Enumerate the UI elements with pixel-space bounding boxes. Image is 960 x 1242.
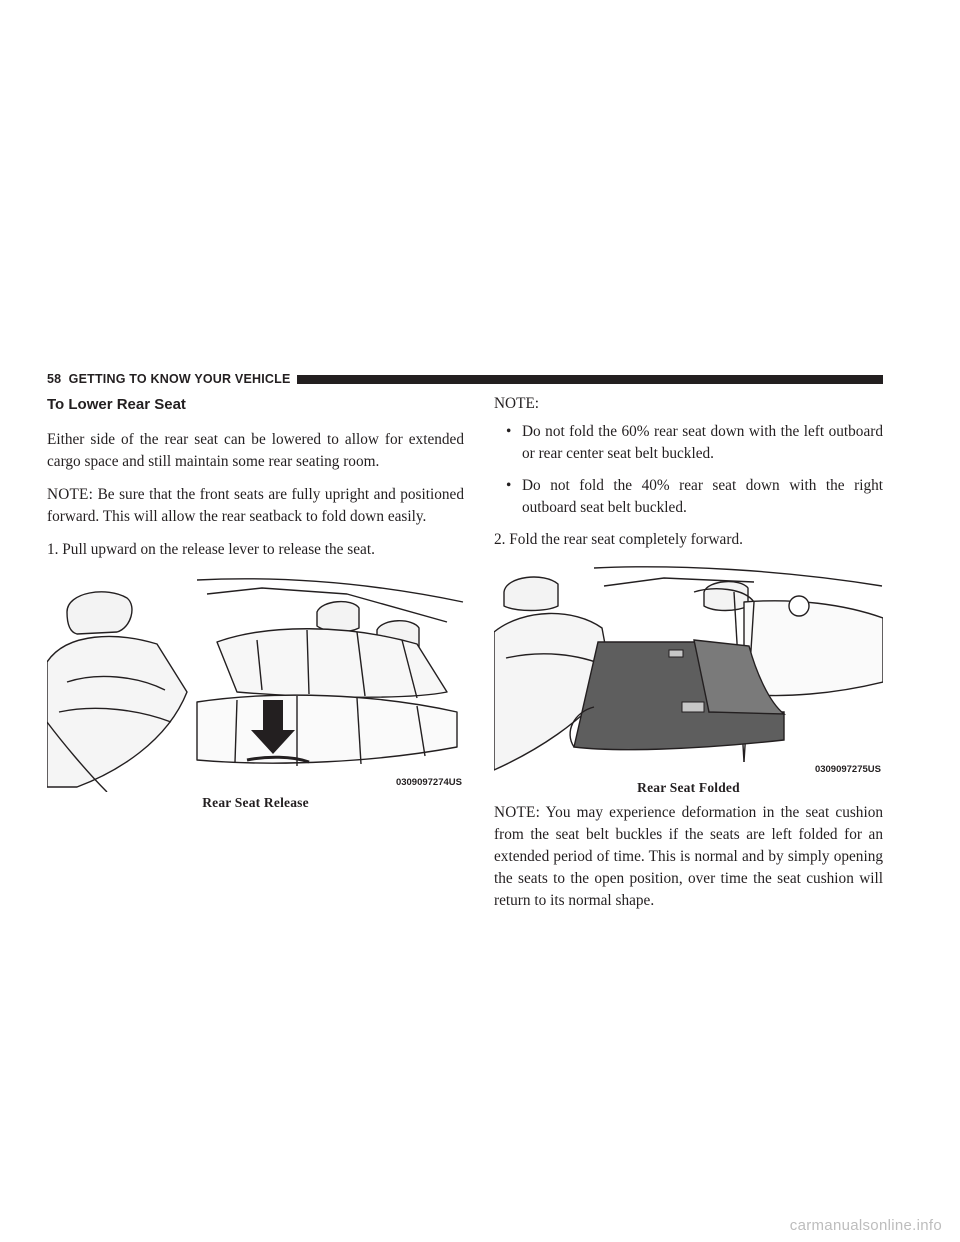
note-text: You may experience deformation in the seat cushion from the seat belt buckles if the seats are left folded for an extended period of time. This is normal and by simply opening the seats to the open position, over time the seat cushion will return to its normal shape. (494, 804, 883, 909)
right-column (494, 388, 883, 923)
figure-code: 0309097275US (814, 764, 881, 775)
note-heading: NOTE: (494, 395, 540, 412)
figure-caption: Rear Seat Release (202, 795, 309, 810)
note-text: Be sure that the front seats are fully upright and positioned forward. This will allow the rear seatback to fold down easily. (47, 486, 464, 525)
section-heading: To Lower Rear Seat (47, 396, 186, 413)
rear-seat-folded-illustration (494, 562, 883, 777)
note-bullet: • Do not fold the 40% rear seat down with the right outboard seat belt buckled. (506, 477, 883, 516)
note-bullets (506, 421, 883, 519)
figure-caption: Rear Seat Folded (637, 780, 740, 795)
page-number: 58 (47, 372, 62, 386)
note-label: NOTE: (494, 804, 541, 821)
header-rule (297, 375, 884, 384)
page-header (47, 371, 883, 387)
intro-paragraph: Either side of the rear seat can be lowered to allow for extended cargo space and still maintain some rear seating room. (47, 431, 464, 470)
rear-seat-folded-figure (494, 562, 883, 777)
step-2: 2. Fold the rear seat completely forward. (494, 531, 743, 548)
note-bullet: • Do not fold the 60% rear seat down with the left outboard or rear center seat belt buckled. (506, 423, 883, 462)
rear-seat-release-illustration (47, 572, 464, 792)
section-title: GETTING TO KNOW YOUR VEHICLE (68, 372, 291, 386)
left-column (47, 388, 464, 811)
note-paragraph (47, 484, 464, 528)
note-2-paragraph (494, 802, 883, 912)
step-1: 1. Pull upward on the release lever to release the seat. (47, 541, 375, 558)
page-number-and-section (47, 372, 291, 386)
note-label: NOTE: (47, 486, 94, 503)
figure-code: 0309097274US (395, 777, 462, 788)
watermark: carmanualsonline.info (789, 1217, 942, 1234)
rear-seat-release-figure (47, 572, 464, 792)
